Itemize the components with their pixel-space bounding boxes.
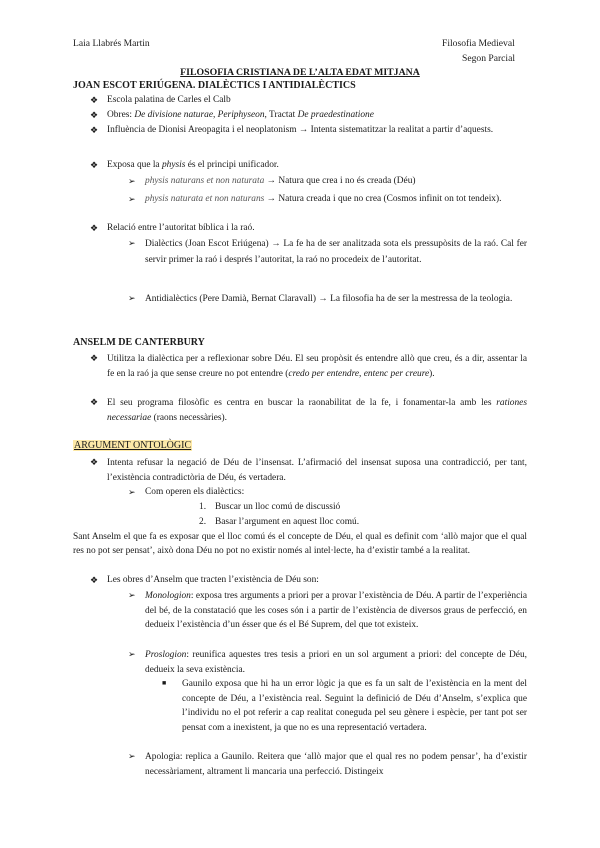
body-paragraph: Sant Anselm el que fa es exposar que el lloc comú és el concepte de Déu, el qual es definit com ‘allò major que el qual res no pot ser pensat’, això dona Déu no pot no existir només al intel·lecte, ha d’existir també a la realitat. <box>73 532 527 557</box>
diamond-bullet-icon: ❖ <box>90 160 99 170</box>
sub-bullet-text: Antidialèctics (Pere Damià, Bernat Claravall) → La filosofia ha de ser la mestressa de la teologia. <box>145 294 513 304</box>
course-name: Filosofia Medieval <box>442 38 515 49</box>
term-label: Segon Parcial <box>462 53 516 64</box>
sub-bullet-text: Com operen els dialèctics: <box>145 487 245 497</box>
diamond-bullet-icon: ❖ <box>90 223 99 233</box>
diamond-bullet-icon: ❖ <box>90 95 99 105</box>
diamond-bullet-icon: ❖ <box>90 397 99 407</box>
sub-bullet-text: physis naturata et non naturans → Natura creada i que no crea (Cosmos infinit on tot tendeix). <box>145 194 502 204</box>
bullet-text: Escola palatina de Carles el Calb <box>107 95 231 105</box>
bullet-text: Les obres d’Anselm que tracten l’existència de Déu son: <box>107 575 319 585</box>
arrow-bullet-icon: ➢ <box>128 194 136 204</box>
numbered-item-1: 1. Buscar un lloc comú de discussió <box>199 502 341 512</box>
sub-bullet-text: Dialèctics (Joan Escot Eriúgena) → La fe ha de ser analitzada sota els pressupòsits de la raó. Cal fer servir primer la raó i després l’autoritat, la raó no procedeix de l’autoritat. <box>145 239 527 265</box>
square-bullet-icon: ■ <box>162 679 167 687</box>
bullet-text: Intenta refusar la negació de Déu de l’insensat. L’afirmació del insensat suposa una contradicció, per tant, l’existència contradictòria de Déu, és vertadera. <box>107 458 527 483</box>
bullet-text: El seu programa filosòfic es centra en buscar la raonabilitat de la fe, i fonamentar-la amb les rationes necessariae (raons necessàries). <box>107 398 527 423</box>
author-name: Laia Llabrés Martin <box>73 38 150 49</box>
bullet-text: Obres: De divisione naturae, Periphyseon, Tractat De praedestinatione <box>107 110 374 120</box>
section-heading-ontological: ARGUMENT ONTOLÒGIC <box>74 440 192 451</box>
bullet-text: Influència de Dionisi Areopagita i el neoplatonism → Intenta sistematitzar la realitat a partir d’aquests. <box>107 125 494 135</box>
work-monologion: Monologion: exposa tres arguments a priori per a provar l’existència de Déu. A partir de l’experiència del bé, de la constatació que les coses són i a partir de l’existència de diversos graus de perfecció, en dedueix l’existència d’un ésser que és el Bé Suprem, del que tot existeix. <box>145 591 527 631</box>
work-apologia: Apologia: replica a Gaunilo. Reitera que ‘allò major que el qual res no podem pensar’, ha d’existir necessàriament, altrament li mancaria una perfecció. Distingeix <box>145 752 527 777</box>
page-title: FILOSOFIA CRISTIANA DE L’ALTA EDAT MITJANA <box>180 67 420 78</box>
diamond-bullet-icon: ❖ <box>90 575 99 585</box>
numbered-item-2: 2. Basar l’argument en aquest lloc comú. <box>199 517 360 527</box>
arrow-bullet-icon: ➢ <box>128 649 136 659</box>
work-proslogion: Proslogion: reunifica aquestes tres tesis a priori en un sol argument a priori: del concepte de Déu, dedueix la seva existència. <box>145 650 527 675</box>
arrow-bullet-icon: ➢ <box>128 176 136 186</box>
diamond-bullet-icon: ❖ <box>90 457 99 467</box>
arrow-bullet-icon: ➢ <box>128 487 136 497</box>
bullet-text: Exposa que la physis és el principi unificador. <box>107 160 279 170</box>
section-heading-anselm: ANSELM DE CANTERBURY <box>73 337 205 348</box>
gaunilo-objection: Gaunilo exposa que hi ha un error lògic ja que es fa un salt de l’existència en la ment del concepte de Déu, a l’existència real. Seguint la definició de Déu d’Anselm, s’explica que l’individu no el pot referir a cap realitat coneguda pel seu gènere i espècie, per tant pot ser pensat com a inexistent, ja que no es una representació vertadera. <box>182 679 527 733</box>
arrow-bullet-icon: ➢ <box>128 590 136 600</box>
arrow-bullet-icon: ➢ <box>128 751 136 761</box>
sub-bullet-text: physis naturans et non naturata → Natura que crea i no és creada (Déu) <box>145 176 416 186</box>
diamond-bullet-icon: ❖ <box>90 110 99 120</box>
arrow-bullet-icon: ➢ <box>128 238 136 248</box>
section-heading-eriugena: JOAN ESCOT ERIÚGENA. DIALÈCTICS I ANTIDIALÈCTICS <box>73 80 356 91</box>
bullet-text: Relació entre l’autoritat bíblica i la raó. <box>107 223 255 233</box>
diamond-bullet-icon: ❖ <box>90 125 99 135</box>
diamond-bullet-icon: ❖ <box>90 353 99 363</box>
arrow-bullet-icon: ➢ <box>128 293 136 303</box>
bullet-text: Utilitza la dialèctica per a reflexionar sobre Déu. El seu propòsit és entendre allò que creu, és a dir, assentar la fe en la raó ja que sense creure no pot entendre (credo per entendre, entenc per creure). <box>107 354 527 379</box>
